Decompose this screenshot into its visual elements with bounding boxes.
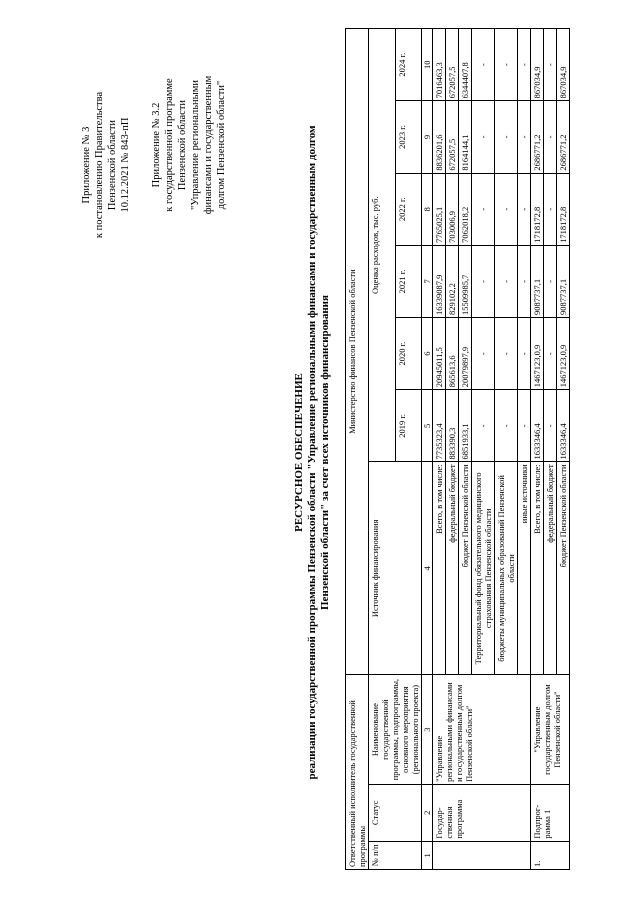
value-cell: 1718172,8 [557,173,570,245]
value-cell: 8164144,1 [459,101,472,173]
source-cell: Всего, в том числе: [531,462,544,675]
value-cell: - [495,245,518,317]
value-cell: 883390,3 [446,390,459,462]
col-header-source: Источник финансирования [369,462,422,675]
value-cell: 15509985,7 [459,245,472,317]
appendix-header [80,65,132,265]
value-cell: - [518,318,531,390]
year-header: 2023 г. [395,101,422,173]
col-number: 2 [422,784,433,841]
year-header: 2022 г. [395,173,422,245]
value-cell: - [518,390,531,462]
row-num [433,841,531,869]
value-cell: 9087737,1 [557,245,570,317]
value-cell: - [472,318,495,390]
value-cell: - [544,101,557,173]
row-name: "Управление региональными финансами и государственным долгом Пензенской области" [433,675,531,785]
sub-appendix-header [150,60,228,230]
column-number-row [422,29,433,870]
source-cell: бюджет Пензенской области [557,462,570,675]
table-row [531,29,544,870]
value-cell: 7016463,3 [433,29,446,101]
col-number: 1 [422,841,433,869]
source-cell: бюджеты муниципальных образований Пензенской области [495,462,518,675]
value-cell: 20079897,9 [459,318,472,390]
value-cell: 7765025,1 [433,173,446,245]
col-header-num: № п/п [369,841,422,869]
table-row [433,29,446,870]
document-title [293,0,332,905]
value-cell: 7735323,4 [433,390,446,462]
value-cell: - [518,245,531,317]
col-number: 9 [422,101,433,173]
appendix-number: Приложение № 3 [81,126,92,204]
col-number: 4 [422,462,433,675]
value-cell: 1633346,4 [531,390,544,462]
value-cell: - [495,29,518,101]
value-cell: - [472,101,495,173]
col-header-estimate: Оценка расходов, тыс. руб. [369,29,396,462]
col-number: 8 [422,173,433,245]
value-cell: - [544,245,557,317]
col-number: 7 [422,245,433,317]
value-cell: 20945011,5 [433,318,446,390]
value-cell: 867034,9 [557,29,570,101]
value-cell: 9087737,1 [531,245,544,317]
value-cell: 6344407,8 [459,29,472,101]
source-cell: бюджет Пензенской области [459,462,472,675]
source-cell: Всего, в том числе: [433,462,446,675]
value-cell: - [472,29,495,101]
col-number: 10 [422,29,433,101]
appendix-line: Пензенской области [107,119,118,211]
value-cell: - [495,101,518,173]
appendix-line: к постановлению Правительства [94,91,105,239]
value-cell: 865613,6 [446,318,459,390]
col-number: 3 [422,675,433,785]
col-number: 5 [422,390,433,462]
row-num: 1. [531,841,570,869]
value-cell: 867034,9 [531,29,544,101]
value-cell: 703006,9 [446,173,459,245]
title-subline: реализации государственной программы Пензенской области "Управление региональными финансами и государственным долгом [306,125,318,780]
value-cell: 829102,2 [446,245,459,317]
value-cell: - [544,29,557,101]
sub-appendix-number: Приложение № 3.2 [151,102,162,188]
title-subline: Пензенской области" за счет всех источников финансирования [319,295,331,610]
row-status: Подпрог-рамма 1 [531,784,570,841]
value-cell: - [472,390,495,462]
responsible-value: Министерство финансов Пензенской области [346,29,369,675]
value-cell: 2686771,2 [531,101,544,173]
sub-appendix-line: "Управление региональными [190,80,201,210]
source-cell: Территориальный фонд обязательного медицинского страхования Пензенской области [472,462,495,675]
value-cell: 672057,5 [446,29,459,101]
year-header: 2024 г. [395,29,422,101]
value-cell: - [544,173,557,245]
value-cell: 7062018,2 [459,173,472,245]
row-name: "Управление государственным долгом Пензенской области" [531,675,570,785]
value-cell: 16339087,9 [433,245,446,317]
value-cell: - [495,173,518,245]
value-cell: 1718172,8 [531,173,544,245]
value-cell: - [495,318,518,390]
appendix-date: 10.12.2021 № 843-пП [120,117,131,213]
sub-appendix-line: Пензенской области [177,99,188,191]
responsible-label: Ответственный исполнитель государственной программы [346,675,369,870]
source-cell: федеральный бюджет [544,462,557,675]
year-header: 2020 г. [395,318,422,390]
source-cell: федеральный бюджет [446,462,459,675]
col-header-name: Наименование государственной программы, подпрограммы, основного мероприятия (регионального проекта) [369,675,422,785]
value-cell: - [518,101,531,173]
year-header: 2019 г. [395,390,422,462]
value-cell: 672057,5 [446,101,459,173]
value-cell: - [518,29,531,101]
value-cell: 1633346,4 [557,390,570,462]
resource-table [345,28,570,870]
row-status: Государ-ственная программа [433,784,531,841]
value-cell: - [472,245,495,317]
value-cell: 1467123,0,9 [557,318,570,390]
value-cell: - [518,173,531,245]
value-cell: - [472,173,495,245]
value-cell: 1467123,0,9 [531,318,544,390]
sub-appendix-line: к государственной программе [164,78,175,212]
value-cell: - [544,390,557,462]
value-cell: - [495,390,518,462]
source-cell: иные источники [518,462,531,675]
sub-appendix-line: долгом Пензенской области" [216,80,227,210]
sub-appendix-line: финансами и государственным [203,75,214,215]
value-cell: - [544,318,557,390]
value-cell: 6851933,1 [459,390,472,462]
year-header: 2021 г. [395,245,422,317]
col-header-status: Статус [369,784,422,841]
value-cell: 2686771,2 [557,101,570,173]
value-cell: 8836201,6 [433,101,446,173]
col-number: 6 [422,318,433,390]
title-main: РЕСУРСНОЕ ОБЕСПЕЧЕНИЕ [293,373,305,532]
